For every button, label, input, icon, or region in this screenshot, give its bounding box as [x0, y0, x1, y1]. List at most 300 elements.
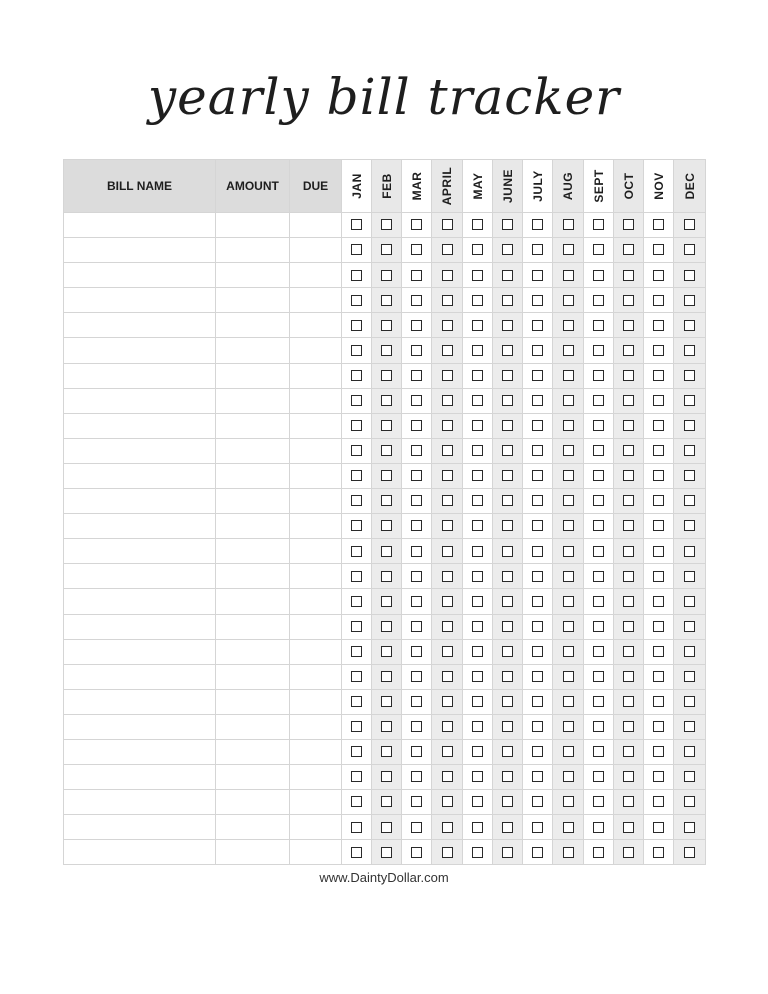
- paid-checkbox[interactable]: [502, 320, 513, 331]
- paid-checkbox[interactable]: [684, 621, 695, 632]
- paid-checkbox[interactable]: [593, 295, 604, 306]
- due-cell[interactable]: [290, 438, 342, 463]
- paid-checkbox[interactable]: [411, 295, 422, 306]
- paid-checkbox[interactable]: [623, 596, 634, 607]
- paid-checkbox[interactable]: [563, 470, 574, 481]
- amount-cell[interactable]: [216, 463, 290, 488]
- paid-checkbox[interactable]: [411, 546, 422, 557]
- paid-checkbox[interactable]: [563, 395, 574, 406]
- amount-cell[interactable]: [216, 714, 290, 739]
- paid-checkbox[interactable]: [593, 621, 604, 632]
- paid-checkbox[interactable]: [563, 571, 574, 582]
- paid-checkbox[interactable]: [411, 244, 422, 255]
- amount-cell[interactable]: [216, 739, 290, 764]
- amount-cell[interactable]: [216, 338, 290, 363]
- bill-name-cell[interactable]: [64, 664, 216, 689]
- amount-cell[interactable]: [216, 313, 290, 338]
- paid-checkbox[interactable]: [563, 596, 574, 607]
- paid-checkbox[interactable]: [381, 295, 392, 306]
- paid-checkbox[interactable]: [411, 495, 422, 506]
- paid-checkbox[interactable]: [653, 345, 664, 356]
- amount-cell[interactable]: [216, 213, 290, 238]
- paid-checkbox[interactable]: [593, 671, 604, 682]
- paid-checkbox[interactable]: [684, 244, 695, 255]
- paid-checkbox[interactable]: [623, 370, 634, 381]
- paid-checkbox[interactable]: [502, 395, 513, 406]
- paid-checkbox[interactable]: [351, 470, 362, 481]
- paid-checkbox[interactable]: [472, 470, 483, 481]
- paid-checkbox[interactable]: [472, 370, 483, 381]
- paid-checkbox[interactable]: [411, 219, 422, 230]
- paid-checkbox[interactable]: [381, 420, 392, 431]
- paid-checkbox[interactable]: [623, 470, 634, 481]
- paid-checkbox[interactable]: [684, 646, 695, 657]
- paid-checkbox[interactable]: [442, 244, 453, 255]
- paid-checkbox[interactable]: [472, 320, 483, 331]
- paid-checkbox[interactable]: [502, 470, 513, 481]
- paid-checkbox[interactable]: [381, 520, 392, 531]
- paid-checkbox[interactable]: [653, 696, 664, 707]
- paid-checkbox[interactable]: [653, 295, 664, 306]
- paid-checkbox[interactable]: [684, 270, 695, 281]
- bill-name-cell[interactable]: [64, 790, 216, 815]
- due-cell[interactable]: [290, 213, 342, 238]
- paid-checkbox[interactable]: [623, 847, 634, 858]
- paid-checkbox[interactable]: [532, 470, 543, 481]
- paid-checkbox[interactable]: [442, 345, 453, 356]
- paid-checkbox[interactable]: [563, 270, 574, 281]
- paid-checkbox[interactable]: [472, 270, 483, 281]
- paid-checkbox[interactable]: [593, 244, 604, 255]
- amount-cell[interactable]: [216, 388, 290, 413]
- paid-checkbox[interactable]: [653, 796, 664, 807]
- paid-checkbox[interactable]: [502, 420, 513, 431]
- paid-checkbox[interactable]: [593, 219, 604, 230]
- due-cell[interactable]: [290, 514, 342, 539]
- paid-checkbox[interactable]: [411, 621, 422, 632]
- due-cell[interactable]: [290, 363, 342, 388]
- paid-checkbox[interactable]: [563, 244, 574, 255]
- bill-name-cell[interactable]: [64, 765, 216, 790]
- paid-checkbox[interactable]: [442, 470, 453, 481]
- paid-checkbox[interactable]: [442, 370, 453, 381]
- paid-checkbox[interactable]: [593, 445, 604, 456]
- bill-name-cell[interactable]: [64, 388, 216, 413]
- paid-checkbox[interactable]: [442, 671, 453, 682]
- paid-checkbox[interactable]: [381, 822, 392, 833]
- paid-checkbox[interactable]: [411, 721, 422, 732]
- paid-checkbox[interactable]: [351, 721, 362, 732]
- amount-cell[interactable]: [216, 790, 290, 815]
- paid-checkbox[interactable]: [381, 345, 392, 356]
- paid-checkbox[interactable]: [593, 420, 604, 431]
- paid-checkbox[interactable]: [472, 671, 483, 682]
- paid-checkbox[interactable]: [472, 571, 483, 582]
- paid-checkbox[interactable]: [532, 621, 543, 632]
- paid-checkbox[interactable]: [411, 395, 422, 406]
- paid-checkbox[interactable]: [502, 495, 513, 506]
- bill-name-cell[interactable]: [64, 514, 216, 539]
- paid-checkbox[interactable]: [532, 847, 543, 858]
- paid-checkbox[interactable]: [563, 520, 574, 531]
- paid-checkbox[interactable]: [472, 520, 483, 531]
- due-cell[interactable]: [290, 313, 342, 338]
- bill-name-cell[interactable]: [64, 313, 216, 338]
- paid-checkbox[interactable]: [684, 546, 695, 557]
- paid-checkbox[interactable]: [684, 445, 695, 456]
- amount-cell[interactable]: [216, 589, 290, 614]
- bill-name-cell[interactable]: [64, 363, 216, 388]
- paid-checkbox[interactable]: [411, 520, 422, 531]
- paid-checkbox[interactable]: [532, 822, 543, 833]
- paid-checkbox[interactable]: [411, 646, 422, 657]
- paid-checkbox[interactable]: [381, 847, 392, 858]
- paid-checkbox[interactable]: [532, 219, 543, 230]
- paid-checkbox[interactable]: [442, 646, 453, 657]
- paid-checkbox[interactable]: [593, 571, 604, 582]
- paid-checkbox[interactable]: [563, 696, 574, 707]
- paid-checkbox[interactable]: [381, 370, 392, 381]
- paid-checkbox[interactable]: [653, 420, 664, 431]
- paid-checkbox[interactable]: [381, 219, 392, 230]
- bill-name-cell[interactable]: [64, 413, 216, 438]
- paid-checkbox[interactable]: [532, 796, 543, 807]
- paid-checkbox[interactable]: [593, 520, 604, 531]
- due-cell[interactable]: [290, 815, 342, 840]
- paid-checkbox[interactable]: [351, 646, 362, 657]
- paid-checkbox[interactable]: [532, 495, 543, 506]
- paid-checkbox[interactable]: [563, 495, 574, 506]
- paid-checkbox[interactable]: [593, 596, 604, 607]
- paid-checkbox[interactable]: [381, 746, 392, 757]
- paid-checkbox[interactable]: [532, 244, 543, 255]
- paid-checkbox[interactable]: [684, 320, 695, 331]
- paid-checkbox[interactable]: [411, 796, 422, 807]
- due-cell[interactable]: [290, 539, 342, 564]
- paid-checkbox[interactable]: [532, 746, 543, 757]
- paid-checkbox[interactable]: [411, 746, 422, 757]
- paid-checkbox[interactable]: [684, 520, 695, 531]
- paid-checkbox[interactable]: [351, 746, 362, 757]
- paid-checkbox[interactable]: [563, 420, 574, 431]
- paid-checkbox[interactable]: [653, 596, 664, 607]
- paid-checkbox[interactable]: [623, 746, 634, 757]
- paid-checkbox[interactable]: [653, 746, 664, 757]
- paid-checkbox[interactable]: [442, 420, 453, 431]
- paid-checkbox[interactable]: [623, 721, 634, 732]
- paid-checkbox[interactable]: [411, 270, 422, 281]
- amount-cell[interactable]: [216, 413, 290, 438]
- amount-cell[interactable]: [216, 514, 290, 539]
- paid-checkbox[interactable]: [593, 847, 604, 858]
- paid-checkbox[interactable]: [442, 696, 453, 707]
- paid-checkbox[interactable]: [563, 295, 574, 306]
- paid-checkbox[interactable]: [381, 621, 392, 632]
- paid-checkbox[interactable]: [472, 244, 483, 255]
- paid-checkbox[interactable]: [623, 395, 634, 406]
- paid-checkbox[interactable]: [684, 495, 695, 506]
- paid-checkbox[interactable]: [502, 571, 513, 582]
- paid-checkbox[interactable]: [623, 671, 634, 682]
- paid-checkbox[interactable]: [684, 796, 695, 807]
- paid-checkbox[interactable]: [351, 219, 362, 230]
- paid-checkbox[interactable]: [532, 345, 543, 356]
- bill-name-cell[interactable]: [64, 238, 216, 263]
- paid-checkbox[interactable]: [623, 771, 634, 782]
- due-cell[interactable]: [290, 589, 342, 614]
- due-cell[interactable]: [290, 238, 342, 263]
- paid-checkbox[interactable]: [502, 721, 513, 732]
- paid-checkbox[interactable]: [532, 320, 543, 331]
- paid-checkbox[interactable]: [563, 345, 574, 356]
- due-cell[interactable]: [290, 564, 342, 589]
- due-cell[interactable]: [290, 765, 342, 790]
- amount-cell[interactable]: [216, 263, 290, 288]
- amount-cell[interactable]: [216, 238, 290, 263]
- paid-checkbox[interactable]: [502, 822, 513, 833]
- paid-checkbox[interactable]: [381, 270, 392, 281]
- paid-checkbox[interactable]: [442, 721, 453, 732]
- paid-checkbox[interactable]: [351, 244, 362, 255]
- paid-checkbox[interactable]: [411, 596, 422, 607]
- paid-checkbox[interactable]: [472, 219, 483, 230]
- bill-name-cell[interactable]: [64, 338, 216, 363]
- paid-checkbox[interactable]: [563, 445, 574, 456]
- paid-checkbox[interactable]: [684, 596, 695, 607]
- paid-checkbox[interactable]: [472, 445, 483, 456]
- amount-cell[interactable]: [216, 840, 290, 865]
- paid-checkbox[interactable]: [442, 520, 453, 531]
- paid-checkbox[interactable]: [563, 219, 574, 230]
- paid-checkbox[interactable]: [653, 244, 664, 255]
- due-cell[interactable]: [290, 714, 342, 739]
- paid-checkbox[interactable]: [472, 847, 483, 858]
- paid-checkbox[interactable]: [442, 295, 453, 306]
- paid-checkbox[interactable]: [381, 646, 392, 657]
- paid-checkbox[interactable]: [442, 822, 453, 833]
- paid-checkbox[interactable]: [532, 445, 543, 456]
- paid-checkbox[interactable]: [593, 270, 604, 281]
- paid-checkbox[interactable]: [502, 796, 513, 807]
- amount-cell[interactable]: [216, 639, 290, 664]
- paid-checkbox[interactable]: [502, 671, 513, 682]
- paid-checkbox[interactable]: [653, 847, 664, 858]
- due-cell[interactable]: [290, 413, 342, 438]
- paid-checkbox[interactable]: [593, 721, 604, 732]
- paid-checkbox[interactable]: [532, 671, 543, 682]
- paid-checkbox[interactable]: [684, 847, 695, 858]
- paid-checkbox[interactable]: [684, 420, 695, 431]
- paid-checkbox[interactable]: [442, 571, 453, 582]
- paid-checkbox[interactable]: [653, 771, 664, 782]
- due-cell[interactable]: [290, 288, 342, 313]
- amount-cell[interactable]: [216, 288, 290, 313]
- paid-checkbox[interactable]: [684, 746, 695, 757]
- paid-checkbox[interactable]: [593, 546, 604, 557]
- bill-name-cell[interactable]: [64, 639, 216, 664]
- paid-checkbox[interactable]: [351, 370, 362, 381]
- bill-name-cell[interactable]: [64, 288, 216, 313]
- paid-checkbox[interactable]: [684, 345, 695, 356]
- paid-checkbox[interactable]: [472, 345, 483, 356]
- paid-checkbox[interactable]: [381, 796, 392, 807]
- paid-checkbox[interactable]: [653, 470, 664, 481]
- paid-checkbox[interactable]: [351, 847, 362, 858]
- paid-checkbox[interactable]: [381, 671, 392, 682]
- paid-checkbox[interactable]: [411, 445, 422, 456]
- paid-checkbox[interactable]: [472, 721, 483, 732]
- paid-checkbox[interactable]: [472, 295, 483, 306]
- paid-checkbox[interactable]: [684, 395, 695, 406]
- paid-checkbox[interactable]: [351, 571, 362, 582]
- paid-checkbox[interactable]: [593, 345, 604, 356]
- paid-checkbox[interactable]: [442, 495, 453, 506]
- paid-checkbox[interactable]: [593, 746, 604, 757]
- paid-checkbox[interactable]: [653, 546, 664, 557]
- paid-checkbox[interactable]: [684, 470, 695, 481]
- amount-cell[interactable]: [216, 489, 290, 514]
- bill-name-cell[interactable]: [64, 438, 216, 463]
- paid-checkbox[interactable]: [653, 571, 664, 582]
- paid-checkbox[interactable]: [472, 796, 483, 807]
- paid-checkbox[interactable]: [351, 345, 362, 356]
- paid-checkbox[interactable]: [351, 771, 362, 782]
- paid-checkbox[interactable]: [502, 746, 513, 757]
- paid-checkbox[interactable]: [684, 219, 695, 230]
- paid-checkbox[interactable]: [351, 270, 362, 281]
- paid-checkbox[interactable]: [442, 746, 453, 757]
- paid-checkbox[interactable]: [411, 771, 422, 782]
- paid-checkbox[interactable]: [381, 470, 392, 481]
- paid-checkbox[interactable]: [502, 546, 513, 557]
- paid-checkbox[interactable]: [381, 546, 392, 557]
- amount-cell[interactable]: [216, 664, 290, 689]
- paid-checkbox[interactable]: [593, 796, 604, 807]
- paid-checkbox[interactable]: [563, 746, 574, 757]
- paid-checkbox[interactable]: [442, 270, 453, 281]
- paid-checkbox[interactable]: [653, 520, 664, 531]
- paid-checkbox[interactable]: [381, 395, 392, 406]
- paid-checkbox[interactable]: [563, 847, 574, 858]
- paid-checkbox[interactable]: [351, 295, 362, 306]
- paid-checkbox[interactable]: [532, 546, 543, 557]
- paid-checkbox[interactable]: [472, 646, 483, 657]
- paid-checkbox[interactable]: [623, 696, 634, 707]
- paid-checkbox[interactable]: [623, 420, 634, 431]
- amount-cell[interactable]: [216, 363, 290, 388]
- due-cell[interactable]: [290, 664, 342, 689]
- paid-checkbox[interactable]: [653, 270, 664, 281]
- paid-checkbox[interactable]: [411, 696, 422, 707]
- paid-checkbox[interactable]: [563, 370, 574, 381]
- paid-checkbox[interactable]: [502, 295, 513, 306]
- paid-checkbox[interactable]: [653, 395, 664, 406]
- paid-checkbox[interactable]: [532, 370, 543, 381]
- paid-checkbox[interactable]: [623, 219, 634, 230]
- paid-checkbox[interactable]: [532, 646, 543, 657]
- paid-checkbox[interactable]: [563, 646, 574, 657]
- paid-checkbox[interactable]: [351, 520, 362, 531]
- paid-checkbox[interactable]: [623, 621, 634, 632]
- paid-checkbox[interactable]: [623, 520, 634, 531]
- amount-cell[interactable]: [216, 564, 290, 589]
- paid-checkbox[interactable]: [381, 571, 392, 582]
- paid-checkbox[interactable]: [502, 621, 513, 632]
- bill-name-cell[interactable]: [64, 539, 216, 564]
- amount-cell[interactable]: [216, 689, 290, 714]
- paid-checkbox[interactable]: [684, 370, 695, 381]
- paid-checkbox[interactable]: [351, 696, 362, 707]
- amount-cell[interactable]: [216, 614, 290, 639]
- paid-checkbox[interactable]: [442, 546, 453, 557]
- paid-checkbox[interactable]: [593, 395, 604, 406]
- paid-checkbox[interactable]: [684, 721, 695, 732]
- paid-checkbox[interactable]: [684, 771, 695, 782]
- paid-checkbox[interactable]: [593, 696, 604, 707]
- paid-checkbox[interactable]: [563, 621, 574, 632]
- paid-checkbox[interactable]: [623, 445, 634, 456]
- bill-name-cell[interactable]: [64, 589, 216, 614]
- paid-checkbox[interactable]: [381, 495, 392, 506]
- paid-checkbox[interactable]: [532, 771, 543, 782]
- bill-name-cell[interactable]: [64, 614, 216, 639]
- paid-checkbox[interactable]: [653, 621, 664, 632]
- paid-checkbox[interactable]: [563, 822, 574, 833]
- due-cell[interactable]: [290, 388, 342, 413]
- paid-checkbox[interactable]: [623, 822, 634, 833]
- paid-checkbox[interactable]: [623, 244, 634, 255]
- paid-checkbox[interactable]: [351, 395, 362, 406]
- paid-checkbox[interactable]: [502, 596, 513, 607]
- paid-checkbox[interactable]: [653, 320, 664, 331]
- paid-checkbox[interactable]: [563, 721, 574, 732]
- paid-checkbox[interactable]: [381, 445, 392, 456]
- paid-checkbox[interactable]: [684, 571, 695, 582]
- paid-checkbox[interactable]: [623, 646, 634, 657]
- paid-checkbox[interactable]: [563, 796, 574, 807]
- amount-cell[interactable]: [216, 765, 290, 790]
- paid-checkbox[interactable]: [623, 495, 634, 506]
- paid-checkbox[interactable]: [381, 320, 392, 331]
- paid-checkbox[interactable]: [532, 395, 543, 406]
- paid-checkbox[interactable]: [623, 546, 634, 557]
- paid-checkbox[interactable]: [411, 822, 422, 833]
- due-cell[interactable]: [290, 338, 342, 363]
- paid-checkbox[interactable]: [653, 219, 664, 230]
- amount-cell[interactable]: [216, 815, 290, 840]
- bill-name-cell[interactable]: [64, 840, 216, 865]
- paid-checkbox[interactable]: [411, 320, 422, 331]
- paid-checkbox[interactable]: [472, 822, 483, 833]
- paid-checkbox[interactable]: [684, 295, 695, 306]
- paid-checkbox[interactable]: [502, 270, 513, 281]
- paid-checkbox[interactable]: [411, 847, 422, 858]
- paid-checkbox[interactable]: [623, 295, 634, 306]
- due-cell[interactable]: [290, 790, 342, 815]
- bill-name-cell[interactable]: [64, 714, 216, 739]
- paid-checkbox[interactable]: [442, 596, 453, 607]
- paid-checkbox[interactable]: [351, 546, 362, 557]
- bill-name-cell[interactable]: [64, 739, 216, 764]
- paid-checkbox[interactable]: [593, 646, 604, 657]
- paid-checkbox[interactable]: [563, 771, 574, 782]
- paid-checkbox[interactable]: [442, 219, 453, 230]
- paid-checkbox[interactable]: [381, 696, 392, 707]
- paid-checkbox[interactable]: [351, 420, 362, 431]
- paid-checkbox[interactable]: [653, 646, 664, 657]
- paid-checkbox[interactable]: [502, 370, 513, 381]
- bill-name-cell[interactable]: [64, 213, 216, 238]
